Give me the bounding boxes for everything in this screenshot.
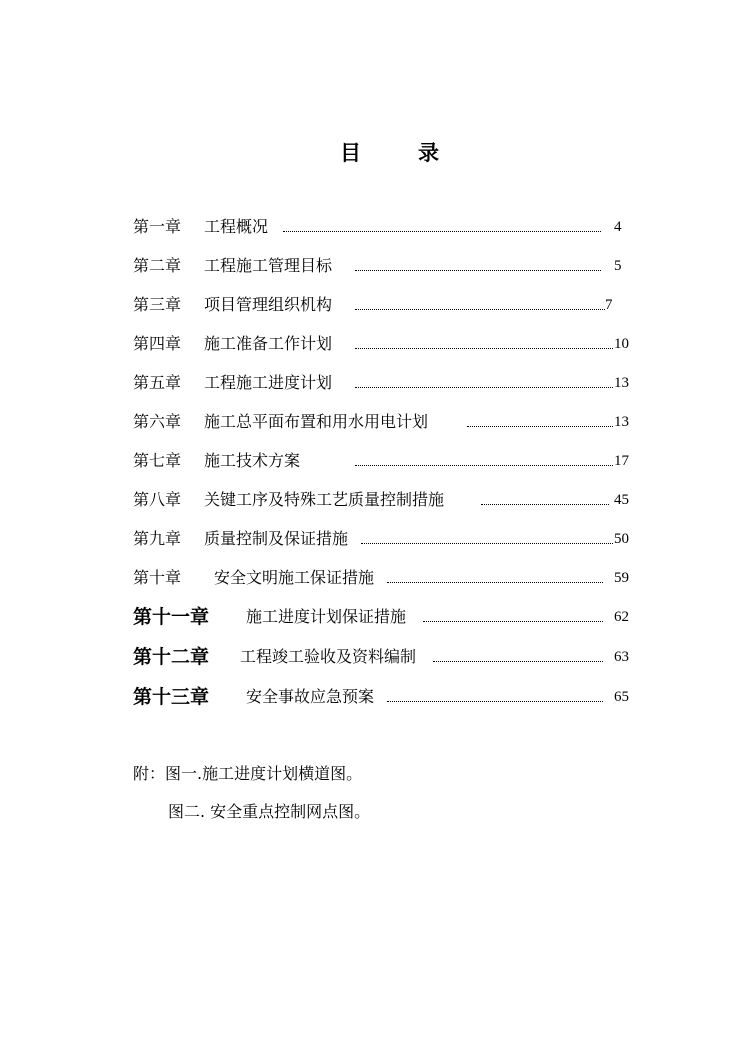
page-number: 50 (614, 531, 629, 547)
toc-entry[interactable] (133, 489, 633, 511)
chapter-number: 第三章 (133, 295, 182, 314)
dot-leader (467, 426, 613, 427)
page-number: 13 (614, 414, 629, 430)
dot-leader (361, 543, 613, 544)
dot-leader (481, 504, 609, 505)
chapter-number: 第八章 (133, 490, 182, 509)
toc-entry[interactable] (133, 450, 633, 472)
chapter-number: 第九章 (133, 529, 182, 548)
page-number: 10 (614, 336, 629, 352)
toc-entry[interactable] (133, 294, 633, 316)
appendix-line: 附：图一.施工进度计划横道图。 (133, 764, 363, 783)
chapter-heading: 项目管理组织机构 (204, 295, 333, 314)
chapter-number: 第一章 (133, 217, 182, 236)
page-number: 63 (614, 649, 629, 665)
dot-leader (433, 661, 603, 662)
dot-leader (283, 231, 601, 232)
dot-leader (423, 621, 603, 622)
page-number: 59 (614, 570, 629, 586)
page-number: 4 (614, 219, 622, 235)
toc-entry[interactable] (133, 686, 633, 708)
page-number: 5 (614, 258, 622, 274)
dot-leader (355, 309, 605, 310)
page-number: 62 (614, 609, 629, 625)
chapter-number: 第十三章 (133, 686, 210, 708)
page-number: 13 (614, 375, 629, 391)
dot-leader (355, 348, 613, 349)
page-number: 17 (614, 453, 629, 469)
chapter-number: 第二章 (133, 256, 182, 275)
toc-entry[interactable] (133, 646, 633, 668)
chapter-heading: 工程施工管理目标 (204, 256, 333, 275)
chapter-heading: 关键工序及特殊工艺质量控制措施 (204, 490, 445, 509)
toc-entry[interactable] (133, 411, 633, 433)
toc-entry[interactable] (133, 216, 633, 238)
page-number: 45 (614, 492, 629, 508)
chapter-heading: 工程概况 (204, 217, 269, 236)
dot-leader (355, 465, 613, 466)
title-char-1: 目 (340, 141, 361, 165)
toc-entry[interactable] (133, 333, 633, 355)
toc-entry[interactable] (133, 567, 633, 589)
chapter-heading: 工程施工进度计划 (204, 373, 333, 392)
chapter-number: 第四章 (133, 334, 182, 353)
toc-entry[interactable] (133, 606, 633, 628)
chapter-heading: 工程竣工验收及资料编制 (240, 647, 417, 666)
chapter-heading: 施工准备工作计划 (204, 334, 333, 353)
chapter-number: 第十一章 (133, 606, 210, 628)
toc-entry[interactable] (133, 528, 633, 550)
dot-leader (355, 387, 613, 388)
chapter-heading: 施工技术方案 (204, 451, 301, 470)
chapter-heading: 安全文明施工保证措施 (214, 568, 375, 587)
dot-leader (387, 582, 603, 583)
dot-leader (387, 701, 603, 702)
toc-entry[interactable] (133, 372, 633, 394)
dot-leader (355, 270, 601, 271)
page-number: 7 (605, 297, 613, 313)
toc-entry[interactable] (133, 255, 633, 277)
page-number: 65 (614, 689, 629, 705)
page-title (0, 138, 744, 168)
title-char-2: 录 (418, 141, 439, 165)
chapter-heading: 施工总平面布置和用水用电计划 (204, 412, 429, 431)
chapter-number: 第七章 (133, 451, 182, 470)
chapter-number: 第十二章 (133, 646, 210, 668)
chapter-heading: 安全事故应急预案 (246, 687, 375, 706)
chapter-number: 第六章 (133, 412, 182, 431)
chapter-number: 第十章 (133, 568, 182, 587)
chapter-number: 第五章 (133, 373, 182, 392)
appendix-line: 图二. 安全重点控制网点图。 (168, 802, 371, 821)
chapter-heading: 施工进度计划保证措施 (246, 607, 407, 626)
chapter-heading: 质量控制及保证措施 (204, 529, 349, 548)
